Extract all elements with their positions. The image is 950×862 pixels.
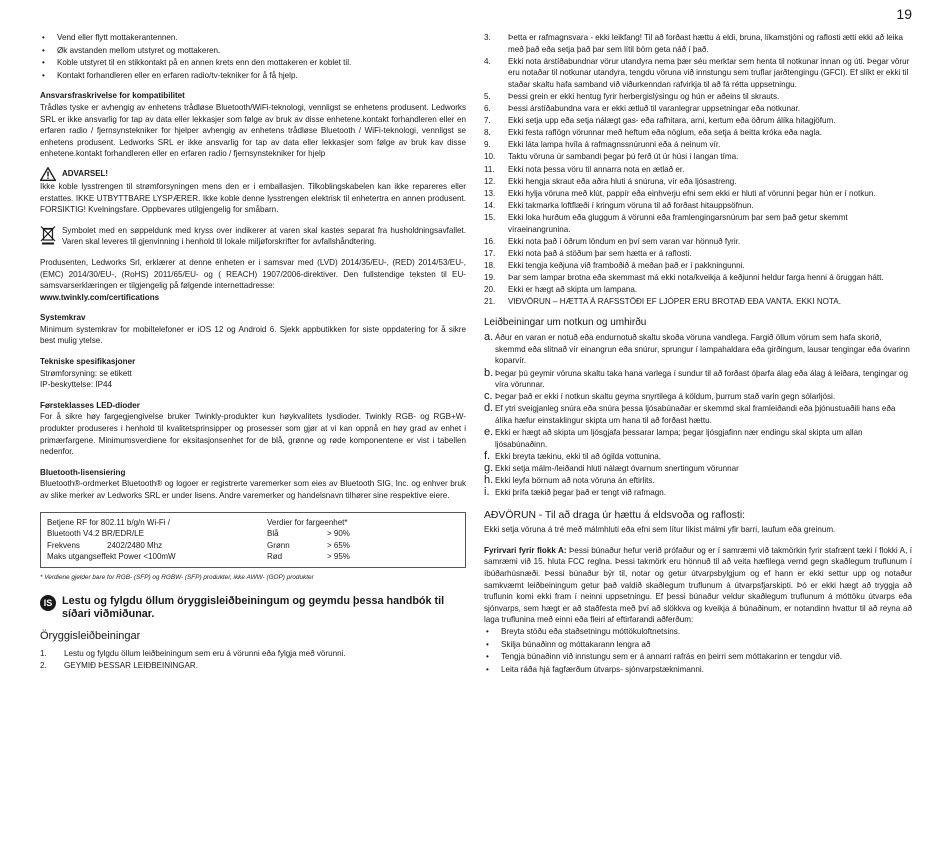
list-item [484, 139, 912, 151]
list-item [484, 284, 912, 296]
left-column [40, 32, 466, 672]
rf-spec-left [47, 517, 267, 563]
item-text: Ekki takmarka loftflæði í kringum vöruna til að forðast hitauppsöfnun. [508, 200, 754, 210]
systemkrav-body: Minimum systemkrav for mobiltelefoner er iOS 12 og Android 6. Sjekk appbutikken for siste oppdatering for å sikre best mulig ytelse. [40, 324, 466, 346]
list-item: • Leita ráða hjá fagfærðum útvarps- sjónvarpstæknimanni. [484, 664, 912, 676]
list-item [484, 103, 912, 115]
usage-heading: Leiðbeiningar um notkun og umhirðu [484, 316, 647, 328]
color-value: > 65% [327, 540, 350, 550]
item-marker: 7. [484, 116, 491, 126]
list-item [484, 151, 912, 163]
tech-spec-line: IP-beskyttelse: IP44 [40, 380, 112, 390]
item-marker: g. [484, 461, 494, 474]
item-text: Ef ytri sveigjanleg snúra eða snúra þessa ljósabúnaðar er skemmd skal framleiðandi eða þjónustuaðili hans eða álíka hæfur einstaklingur skipta um hana til að forðast hættu. [495, 404, 896, 425]
item-text: Ekki setja upp eða setja nálægt gas- eða rafhitara, arni, kertum eða öðrum álíka hitagjöfum. [508, 116, 836, 126]
color-key: Rød [267, 552, 283, 562]
item-marker: 4. [484, 56, 491, 66]
rf-value: 2402/2480 Mhz [107, 540, 163, 550]
list-item: • Breyta stöðu eða staðsetningu móttökuloftnetsins. [484, 626, 912, 638]
list-item [484, 451, 912, 463]
item-marker: a. [484, 331, 494, 344]
crossed-bin-icon [40, 225, 56, 245]
list-item [484, 463, 912, 475]
item-marker: d. [484, 402, 494, 415]
list-item [484, 272, 912, 284]
list-item [40, 660, 466, 672]
list-item [484, 236, 912, 248]
item-text: Þetta er rafmagnsvara - ekki leikfang! Til að forðast hættu á eldi, bruna, líkamstjóni og raflosti ætti ekki að leika með það eða setja það þar sem lítil börn geta náð í það. [508, 33, 903, 54]
item-text: Ekki nota þessa vöru til annarra nota en ætlað er. [508, 164, 685, 174]
list-item [484, 56, 912, 91]
color-value: > 95% [327, 552, 350, 562]
item-text: Ekki nota það á stöðum þar sem hætta er á raflosti. [508, 248, 692, 258]
list-item [484, 260, 912, 272]
weee-row [40, 225, 466, 248]
list-item [484, 487, 912, 499]
item-marker: 5. [484, 91, 491, 101]
item-marker: 15. [484, 212, 496, 222]
item-text: Þessi árstíðabundna vara er ekki ætluð til varanlegrar uppsetningar eða notkunar. [508, 104, 800, 114]
list-item [40, 648, 466, 660]
list-item [484, 427, 912, 450]
list-item [484, 475, 912, 487]
list-item [484, 248, 912, 260]
producer-body: Produsenten, Ledworks Srl, erklærer at denne enheten er i samsvar med (LVD) 2014/35/EU-, (RED) 2014/53/EU-, (EMC) 2014/30/EU-, (RoHS) 2011/65/EU- og ( REACH) 1907/2006-direktiver. Den fullstendige teksten til EU-samsvarserklæringen er tilgjengelig på følgende internettadresse: [40, 257, 466, 291]
item-text: Ekki þrífa tækið þegar það er tengt við rafmagn. [495, 487, 666, 497]
table-row [47, 540, 267, 552]
item-marker: 12. [484, 176, 496, 186]
item-marker: 20. [484, 284, 496, 294]
rf-spec-table [40, 512, 466, 568]
warning-heading-row [40, 167, 466, 181]
fcc-bullets [484, 626, 912, 675]
item-text: Ekki nota það í öðrum löndum en því sem varan var hönnuð fyrir. [508, 236, 741, 246]
table-row [267, 528, 459, 540]
item-text: Ekki er hægt að skipta um ljósgjafa þessarar lampa; þegar ljósgjafinn nær endingu skal skipta um allan ljósabúnaðinn. [495, 428, 863, 449]
item-text: Þessi grein er ekki hentug fyrir herbergislýsingu og hún er aðeins til skrauts. [508, 91, 780, 101]
item-marker: c. [484, 390, 493, 403]
led-body: For å sikre høy fargegjengivelse bruker Twinkly-produkter kun høykvalitets lysdioder. Twinkly RGB- og RGB+W-produkter produseres i henhold til kvalitetsprinsipper og prosesser som gjør at vi kan oppnå en høy grad av enhet i primærfargene. Minimumsverdiene for eksitasjonsenhet for de blå, grønne og røde komponentene er vist i tabellen nedenfor. [40, 412, 466, 457]
warning-label: ADVARSEL! [62, 169, 109, 179]
rf-key: Frekvens [47, 540, 80, 550]
bluetooth-body: Bluetooth®-ordmerket Bluetooth® og logoer er registrerte varemerker som eies av Bluetooth SIG, Inc. og enhver bruk av slike merker av Ledworks SRL er under lisens. Andre varemerker og handelsnavn tilhører sine respektive eiere. [40, 479, 466, 500]
list-item [484, 403, 912, 426]
item-text: VIÐVÖRUN – HÆTTA Á RAFSSTÖÐI EF LJÓPER ERU BROTAÐ EÐA VANTA. EKKI NOTA. [508, 297, 841, 307]
usage-list [484, 332, 912, 498]
right-column [484, 32, 912, 676]
list-item: • Kontakt forhandleren eller en erfaren radio/tv-tekniker for å få hjelp. [40, 70, 466, 82]
list-item [484, 164, 912, 176]
weee-body: Symbolet med en søppeldunk med kryss over indikerer at varen skal kastes separat fra husholdningsavfallet. Varen skal leveres til gjenvinning i henhold til lokale miljøforskrifter for avfallshåndtering. [62, 225, 466, 247]
color-key: Blå [267, 529, 279, 539]
item-marker: 3. [484, 33, 491, 42]
rf-footnote: * Verdiene gjelder bare for RGB- (SFP) og RGBW- (SFP) produkter, ikke AWW- (GOP) produkter [40, 573, 314, 581]
list-item [484, 368, 912, 391]
list-item [484, 91, 912, 103]
fcc-body: Þessi búnaður hefur verið prófaður og er í samræmi við takmörkin fyrir stafrænt tæki í flokki A, í samræmi við 15. hluta FCC reglna. Þessi takmörk eru hönnuð til að veita hæfilega vernd gegn skaðlegum truflunum í íbúðarhúsnæði. Þessi búnaður býr til, notar og getur útvarpsbylgjum og ef hann er ekki settur upp og notaður samkvæmt leiðbeiningum getur það valdið skaðlegum truflunum á útvarpsfjarskipti. Þó er ekki hægt að tryggja að truflunin komi ekki fram í neinni uppsetningu. Ef þessi búnaður veldur skaðlegum truflunum á móttöku útvarps eða sjónvarps, sem hægt er að staðfesta með því að slökkva og kveikja á búnaðinum, er notandinn hvattur til að reyna að laga truflunina með einni eða fleiri af eftirfarandi aðferðum: [484, 545, 913, 625]
item-text: Ekki hengja skraut eða aðra hluti á snúruna, vír eða ljósastreng. [508, 176, 737, 186]
item-marker: 6. [484, 104, 491, 114]
item-text: Ekki hylja vöruna með klút, pappír eða einhverju efni sem ekki er hluti af vörunni þegar hún er í notkun. [508, 188, 876, 198]
table-row [267, 551, 459, 563]
item-text: Þegar það er ekki í notkun skaltu geyma snyrtilega á köldum, þurrum stað varin gegn sólarljósi. [495, 392, 836, 402]
item-marker: 17. [484, 248, 496, 258]
item-marker: 16. [484, 236, 496, 246]
section-heading [40, 595, 466, 621]
list-item [484, 188, 912, 200]
item-marker: i. [484, 485, 490, 498]
color-value: > 90% [327, 529, 350, 539]
item-text: Þegar þú geymir vöruna skaltu taka hana varlega í sundur til að forðast óþarfa álag eða álag á leiðara, tengingar og víra vörunnar. [495, 368, 909, 390]
item-marker: 18. [484, 260, 496, 270]
compat-heading: Ansvarsfraskrivelse for kompatibilitet [40, 91, 185, 101]
led-heading: Førsteklasses LED-dioder [40, 400, 140, 410]
list-item: • Tengja búnaðinn við innstungu sem er á annarri rafrás en þeirri sem móttakarinn er tengdur við. [484, 651, 912, 663]
rf-title: Betjene RF for 802.11 b/g/n Wi-Fi / [47, 517, 171, 527]
item-text: Þar sem lampar brotna eða skemmast má ekki nota/kveikja á keðjunni heldur farga henni á öruggan hátt. [508, 272, 884, 282]
table-row [267, 540, 459, 552]
fcc-paragraph [484, 545, 912, 626]
rf-title-2: Bluetooth V4.2 BR/EDR/LE [47, 529, 144, 539]
compat-body: Trådløs tyske er avhengig av enhetens trådløse Bluetooth/WiFi-teknologi, vennligst se enhetens produsent. Ledworks SRL er ikke ansvarlig for tap av data eller lekkasjer som følge av bruk av disse enhetene.kontakt forhandleren eller en erfaren radio / fjernsynstekniker for hjelper avhengig av enhetens trådløse Bluetooth / WiFi-teknologi, vennligst se enhetens produsent. Ledworks SRL er ikke ansvarlig for tap av data eller lekkasjer som følge av bruk kav disse enhetene.kontakt forhandleren eller en erfaren radio / fjernsynstekniker for hjelp [40, 102, 466, 159]
list-item: • Skilja búnaðinn og móttakarann lengra að [484, 639, 912, 651]
color-key: Grønn [267, 540, 290, 550]
item-marker: 8. [484, 128, 491, 138]
item-number: 2. [40, 660, 47, 670]
list-item: • Øk avstanden mellom utstyret og mottakeren. [40, 45, 466, 57]
item-text: Ekki setja málm-/leiðandi hluti nálægt óvarnum snertingum vörunnar [495, 463, 739, 473]
item-marker: 19. [484, 272, 496, 282]
item-marker: b. [484, 366, 494, 379]
bluetooth-heading: Bluetooth-lisensiering [40, 467, 126, 477]
item-text: Ekki leyfa börnum að nota vöruna án eftirlits. [495, 475, 655, 485]
item-number: 1. [40, 648, 47, 658]
item-text: Ekki loka hurðum eða gluggum á vörunni eða framlengingarsnúrum þar sem það getur skemmt víraeinangrunina. [508, 212, 848, 234]
item-marker: 10. [484, 152, 496, 162]
item-text: Ekki festa raflögn vörunnar með heftum eða nöglum, eða setja á beitta króka eða nagla. [508, 128, 823, 138]
item-text: Ekki nota árstíðabundnar vörur utandyra nema þær séu merktar sem henta til notkunar innan og úti. Þegar vörur eru notaðar til notkunar utandyra, tengdu vöruna við innstungu sem truflar jarðtengingu (GFCI). Ef slíkt er ekki til staðar skaltu hafa samband við viðurkenndan rafvirkja til að fá rétta uppsetningu. [508, 56, 910, 89]
systemkrav-heading: Systemkrav [40, 313, 86, 323]
item-text: Lestu og fylgdu öllum leiðbeiningum sem eru á vörunni eða fylgja með vörunni. [64, 648, 346, 658]
certifications-link[interactable]: www.twinkly.com/certifications [40, 292, 160, 302]
tech-spec-line: Strømforsyning: se etikett [40, 368, 132, 378]
page-number: 19 [896, 6, 912, 22]
list-item [484, 332, 912, 367]
language-badge: IS [40, 595, 56, 611]
list-item [484, 200, 912, 212]
item-text: Ekki er hægt að skipta um lampana. [508, 284, 638, 294]
list-item [484, 391, 912, 403]
tech-spec-heading: Tekniske spesifikasjoner [40, 357, 136, 367]
warning-triangle-icon [40, 167, 56, 181]
section-title: Lestu og fylgdu öllum öryggisleiðbeiningum og geymdu þessa handbók til síðari viðmiðunar. [62, 595, 445, 621]
list-item [484, 115, 912, 127]
fcc-lead: Fyrirvari fyrir flokk A: [484, 545, 567, 555]
item-marker: h. [484, 473, 494, 486]
item-marker: f. [484, 449, 491, 462]
item-marker: 21. [484, 297, 496, 307]
safety-subtitle: Öryggisleiðbeiningar [40, 630, 141, 643]
fire-warning-heading: AÐVÖRUN - Til að draga úr hættu á eldsvoða og raflosti: [484, 509, 746, 521]
rf-value: Power <100mW [118, 552, 176, 562]
item-marker: e. [484, 426, 494, 438]
item-marker: 9. [484, 140, 491, 150]
rf-key: Maks utgangseffekt [47, 552, 117, 562]
table-row [47, 551, 267, 563]
color-purity-title: Verdier for fargeenhet* [267, 517, 348, 527]
item-text: Ekki breyta tækinu, ekki til að ógilda vottunina. [495, 451, 662, 461]
item-text: Áður en varan er notuð eða endurnotuð skaltu skoða vöruna vandlega. Fargið öllum vörum sem hafa skorið, skemmd eða slitnað vír einangrun eða snúrur, sprungur í lampahaldara eða girðingum, lausar tengingar eða óvarinn koparvír. [495, 333, 910, 366]
item-marker: 11. [484, 164, 495, 174]
list-item [484, 212, 912, 235]
fire-warning-body: Ekki setja vöruna á tré með málmhluti eða efni sem lítur líkist málmi yfir barri, laufum eða greinum. [484, 525, 836, 535]
warning-body: Ikke koble lysstrengen til strømforsyningen mens den er i emballasjen. Tilkoblingskabelen kan ikke repareres eller erstattes. IKKE UTBYTTBARE LYSPÆRER. Ikke koble denne lysstrengen elektrisk til enhetertra en annen produsent. FORSIKTIG! Kvelningsfare. Oppbevares utilgjengelig for småbarn. [40, 181, 466, 215]
safety-list-continued [484, 32, 912, 308]
list-item: • Koble utstyret til en stikkontakt på en annen krets enn den mottakeren er koblet til. [40, 57, 466, 69]
list-item [484, 296, 912, 308]
safety-list [40, 648, 466, 672]
list-item: • Vend eller flytt mottakerantennen. [40, 32, 466, 44]
item-text: Ekki tengja keðjuna við framboðið á meðan það er í pakkningunni. [508, 260, 745, 270]
list-item [484, 127, 912, 139]
item-text: Ekki láta lampa hvíla á rafmagnssnúrunni eða á neinum vír. [508, 140, 721, 150]
item-text: GEYMIÐ ÞESSAR LEIÐBEININGAR. [64, 660, 199, 670]
item-marker: 13. [484, 188, 496, 198]
list-item [484, 176, 912, 188]
interference-bullets [40, 32, 466, 81]
color-purity-table [267, 517, 459, 563]
list-item [484, 32, 912, 55]
item-marker: 14. [484, 200, 496, 210]
item-text: Taktu vöruna úr sambandi þegar þú ferð út úr húsi í langan tíma. [508, 152, 739, 162]
